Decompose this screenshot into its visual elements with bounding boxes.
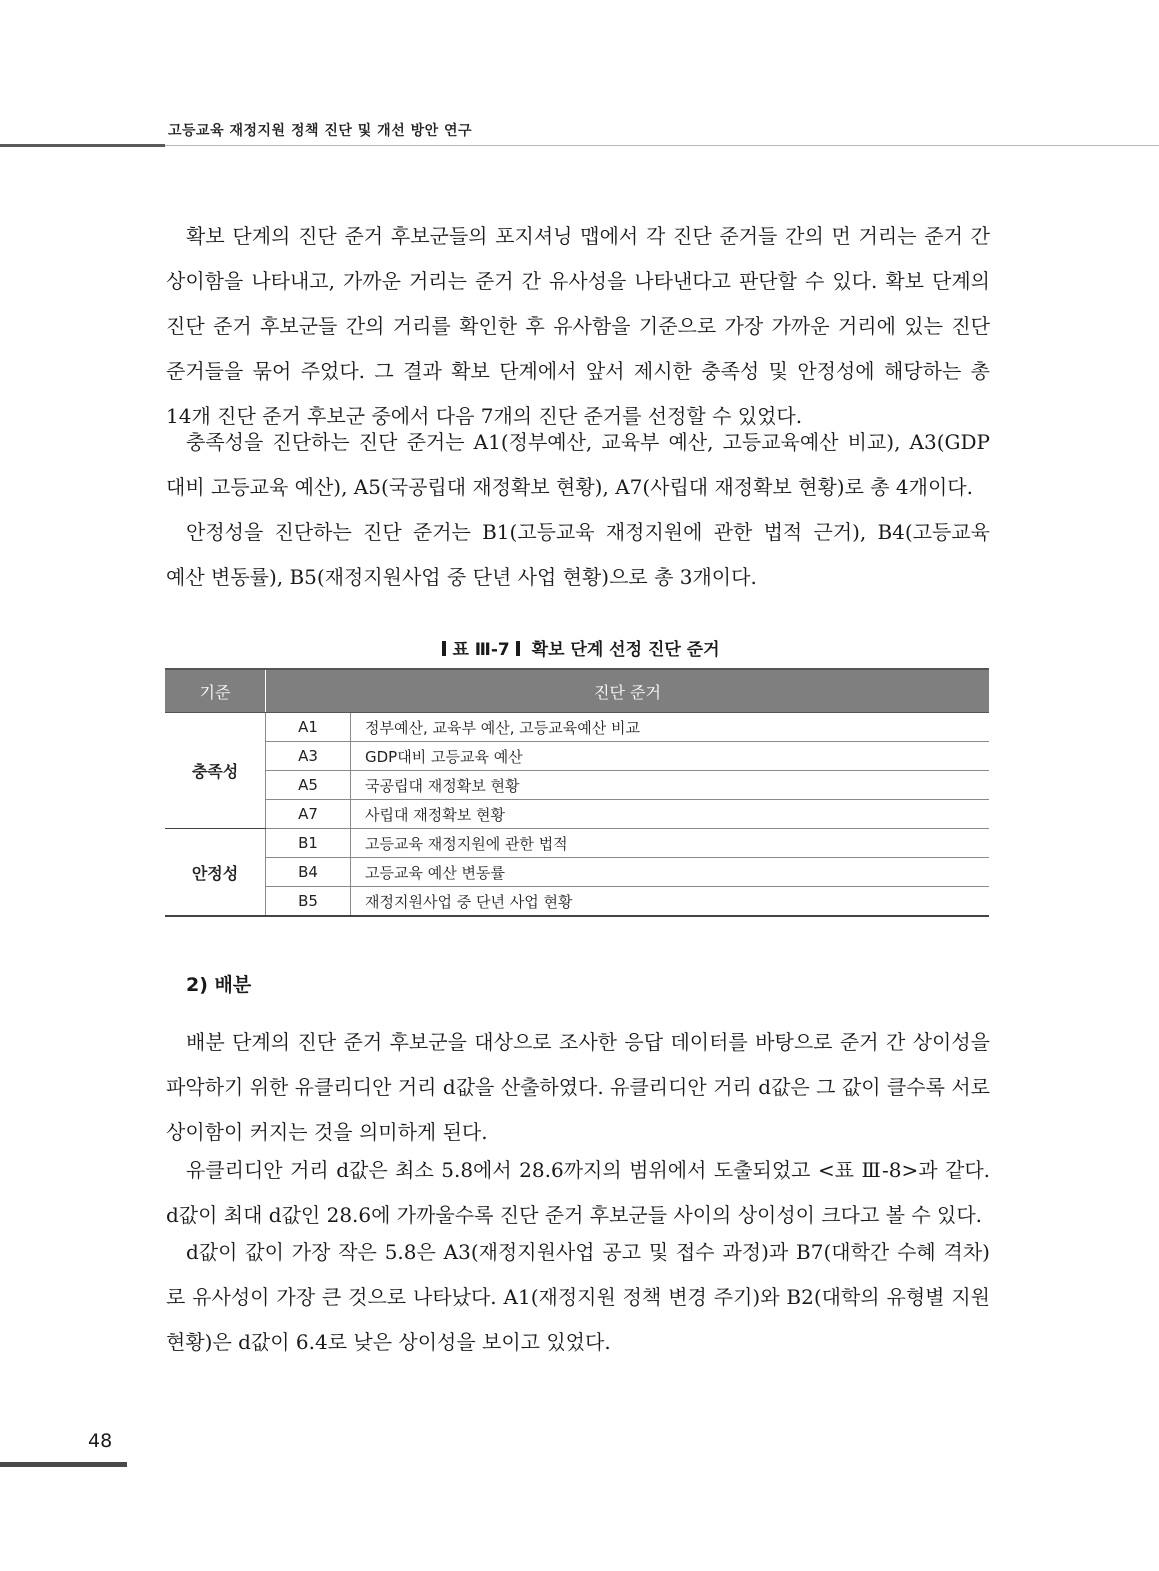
criterion-code: B5 [266,887,351,917]
table-header-row [165,669,989,713]
criterion-code: B1 [266,829,351,858]
criterion-code: A3 [266,742,351,771]
criterion-desc: 재정지원사업 중 단년 사업 현황 [351,887,990,917]
header-rule-thick [0,144,165,147]
criterion-desc: GDP대비 고등교육 예산 [351,742,990,771]
table-row [165,771,989,800]
criterion-desc: 고등교육 재정지원에 관한 법적 [351,829,990,858]
criterion-desc: 고등교육 예산 변동률 [351,858,990,887]
table-row [165,800,989,829]
body-paragraph: 충족성을 진단하는 진단 준거는 A1(정부예산, 교육부 예산, 고등교육예산 비교), A3(GDP 대비 고등교육 예산), A5(국공립대 재정확보 현황), A7(사립대 재정확보 현황)로 총 4개이다. [166,430,990,499]
table-row [165,858,989,887]
caption-bar-right [516,641,520,656]
body-paragraph: 배분 단계의 진단 준거 후보군을 대상으로 조사한 응답 데이터를 바탕으로 준거 간 상이성을 파악하기 위한 유클리디안 거리 d값을 산출하였다. 유클리디안 거리 d값은 그 값이 클수록 서로 상이함이 커지는 것을 의미하게 된다. [166,1030,990,1144]
category-cell: 충족성 [165,713,266,829]
table-caption-title: 확보 단계 선정 진단 준거 [531,640,720,660]
criteria-table [165,668,989,917]
header-rule-thin [165,145,1159,146]
caption-bar-left [442,641,446,656]
table-row [165,829,989,858]
table-row [165,887,989,917]
body-paragraph: 유클리디안 거리 d값은 최소 5.8에서 28.6까지의 범위에서 도출되었고 <표 Ⅲ-8>과 같다. d값이 최대 d값인 28.6에 가까울수록 진단 준거 후보군들 사이의 상이성이 크다고 볼 수 있다. [166,1158,990,1227]
footer-rule [0,1462,127,1467]
criterion-code: A1 [266,713,351,742]
header-category: 기준 [165,669,266,713]
criterion-code: B4 [266,858,351,887]
criterion-desc: 국공립대 재정확보 현황 [351,771,990,800]
header-criteria: 진단 준거 [266,669,990,713]
table-row [165,713,989,742]
page-number: 48 [88,1430,113,1452]
section-heading: 2) 배분 [186,974,252,996]
category-cell: 안정성 [165,829,266,917]
running-header-title: 고등교육 재정지원 정책 진단 및 개선 방안 연구 [168,123,473,139]
criterion-desc: 사립대 재정확보 현황 [351,800,990,829]
body-paragraph: 확보 단계의 진단 준거 후보군들의 포지셔닝 맵에서 각 진단 준거들 간의 먼 거리는 준거 간 상이함을 나타내고, 가까운 거리는 준거 간 유사성을 나타낸다고 판단할 수 있다. 확보 단계의 진단 준거 후보군들 간의 거리를 확인한 후 유사함을 기준으로 가장 가까운 거리에 있는 진단 준거들을 묶어 주었다. 그 결과 확보 단계에서 앞서 제시한 충족성 및 안정성에 해당하는 총 14개 진단 준거 후보군 중에서 다음 7개의 진단 준거를 선정할 수 있었다. [166,224,990,428]
criterion-code: A5 [266,771,351,800]
table-row [165,742,989,771]
criterion-code: A7 [266,800,351,829]
body-paragraph: 안정성을 진단하는 진단 준거는 B1(고등교육 재정지원에 관한 법적 근거), B4(고등교육 예산 변동률), B5(재정지원사업 중 단년 사업 현황)으로 총 3개이다. [166,520,990,589]
table-caption-label: 표 Ⅲ-7 [452,640,510,660]
table-caption [166,635,990,660]
body-paragraph: d값이 값이 가장 작은 5.8은 A3(재정지원사업 공고 및 접수 과정)과 B7(대학간 수혜 격차)로 유사성이 가장 큰 것으로 나타났다. A1(재정지원 정책 변경 주기)와 B2(대학의 유형별 지원 현황)은 d값이 6.4로 낮은 상이성을 보이고 있었다. [166,1240,990,1354]
criterion-desc: 정부예산, 교육부 예산, 고등교육예산 비교 [351,713,990,742]
